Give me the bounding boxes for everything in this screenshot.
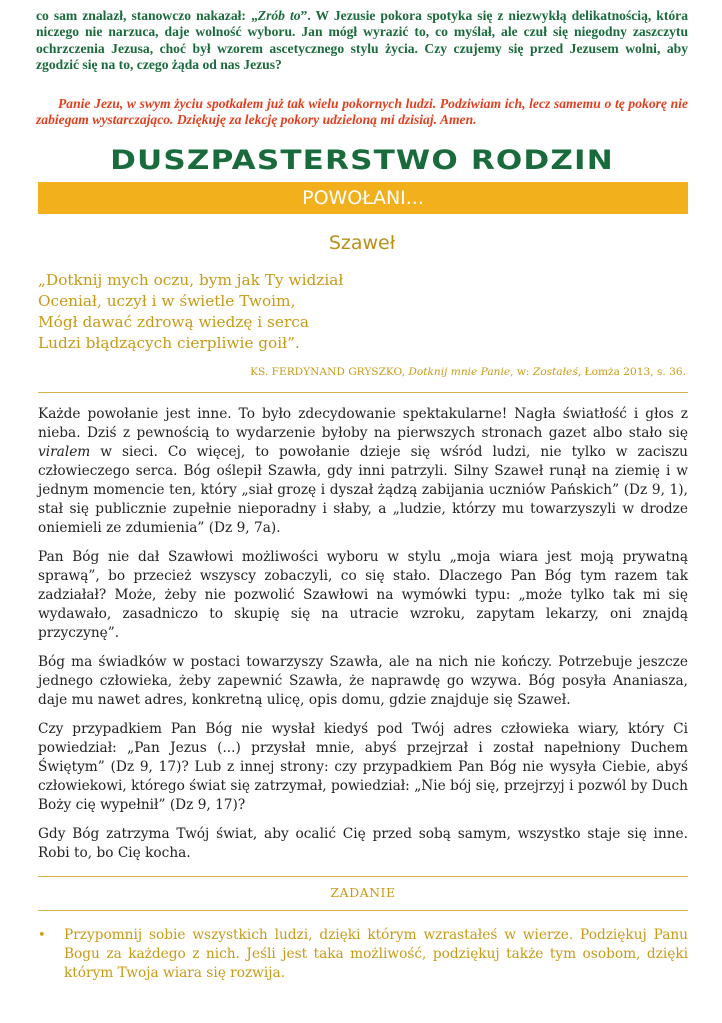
bullet-icon: •: [38, 928, 46, 943]
section-heading: DUSZPASTERSTWO RODZIN: [110, 145, 614, 176]
paragraph-part: w sieci. Co więcej, to powołanie dzieje się wśród ludzi, nie tylko w zaciszu człowieczego serca. Bóg oślepił Szawła, gdy inni patrzyli. Silny Szaweł runął na ziemię i w jednym momencie ten, który „siał grozę i dyszał żądzą zabijania uczniów Pańskich” (Dz 9, 1), stał się publicznie zupełnie nieporadny i słaby, a „ludzie, którzy mu towarzyszyli w drodze oniemieli ze zdumienia” (Dz 9, 7a).: [38, 444, 688, 536]
paragraph: [38, 405, 688, 538]
poem-quote: [38, 270, 678, 354]
source-title: Dotknij mnie Panie: [408, 366, 511, 378]
source-book: Zostałeś: [532, 366, 578, 378]
source-tail: , Łomża 2013, s. 36.: [577, 366, 686, 378]
paragraph-emphasis: viralem: [38, 444, 91, 460]
section-band: POWOŁANI...: [38, 182, 688, 214]
task-text: Przypomnij sobie wszystkich ludzi, dzięki którym wzrastałeś w wierze. Podziękuj Panu Bogu za każdego z nich. Jeśli jest taka możliwość, podziękuj także tym osobom, dzięki którym Twoja wiara się rozwija.: [64, 927, 688, 981]
paragraph-part: Każde powołanie jest inne. To było zdecydowanie spektakularne! Nagła światłość i głos z nieba. Dziś z pewnością to wydarzenie byłoby na pierwszych stronach gazet albo stało się: [38, 406, 688, 441]
source-mid: , w:: [510, 366, 533, 378]
task-heading: ZADANIE: [330, 885, 396, 900]
intro-text: [36, 8, 688, 74]
task-item: [38, 926, 688, 983]
intro-part-2: ”. W Jezusie pokora spotyka się z niezwykłą delikatnością, która niczego nie narzuca, daje wolność wyboru. Jan mógł wyrazić to, co myślał, ale czuł się niegodny zaszczytu ochrzczenia Jezusa, choć był wzorem ascetycznego stylu życia. Czy czujemy się przed Jezusem wolni, aby zgodzić się na to, czego żąda od nas Jezus?: [36, 8, 688, 73]
paragraph: Bóg ma świadków w postaci towarzyszy Szawła, ale na nich nie kończy. Potrzebuje jeszcze jednego człowieka, żeby zapewnić Szawła, że naprawdę go wzywa. Bóg posyła Ananiasza, daje mu nawet adres, konkretną ulicę, opis domu, gdzie znajduje się Szaweł.: [38, 654, 688, 708]
poem-line: Mógł dawać zdrową wiedzę i serca: [38, 313, 309, 331]
source-author: KS. FERDYNAND GRYSZKO,: [250, 366, 409, 378]
divider: [38, 392, 688, 393]
main-text: [38, 405, 688, 873]
divider: [38, 876, 688, 877]
paragraph: Gdy Bóg zatrzyma Twój świat, aby ocalić Cię przed sobą samym, wszystko staje się inne. Robi to, bo Cię kocha.: [38, 826, 688, 861]
intro-quote: Zrób to: [257, 8, 301, 23]
quote-source: [36, 366, 686, 378]
intro-part-1: co sam znalazł, stanowczo nakazał: „: [36, 8, 258, 23]
poem-line: Oceniał, uczył i w świetle Twoim,: [38, 292, 296, 310]
prayer-text: Panie Jezu, w swym życiu spotkałem już tak wielu pokornych ludzi. Podziwiam ich, lecz samemu o tę pokorę nie zabiegam wystarczająco. Dziękuję za lekcję pokory udzieloną mi dzisiaj. Amen.: [36, 96, 688, 128]
paragraph: Czy przypadkiem Pan Bóg nie wysłał kiedyś pod Twój adres człowieka wiary, który Ci powiedział: „Pan Jezus (...) przysłał mnie, abyś przejrzał i został napełniony Duchem Świętym” (Dz 9, 17)? Lub z innej strony: czy przypadkiem Pan Bóg nie wysyła Ciebie, abyś człowiekowi, którego świat się zatrzymał, powiedział: „Nie bój się, przejrzyj i pozwól by Duch Boży cię wypełnił” (Dz 9, 17)?: [38, 721, 688, 813]
divider: [38, 910, 688, 911]
person-name: Szaweł: [328, 232, 396, 254]
poem-line: Ludzi błądzących cierpliwie goił”.: [38, 334, 300, 352]
paragraph: Pan Bóg nie dał Szawłowi możliwości wyboru w stylu „moja wiara jest moją prywatną sprawą”, bo przecież wszyscy zobaczyli, co się stało. Dlaczego Pan Bóg tym razem tak zadziałał? Może, żeby nie pozwolić Szawłowi na wymówki typu: „może tylko tak mi się wydawało, zasadniczo to skupię się na utracie wzroku, zapytam lekarzy, oni znajdą przyczynę”.: [38, 549, 688, 641]
poem-line: „Dotknij mych oczu, bym jak Ty widział: [38, 271, 344, 289]
